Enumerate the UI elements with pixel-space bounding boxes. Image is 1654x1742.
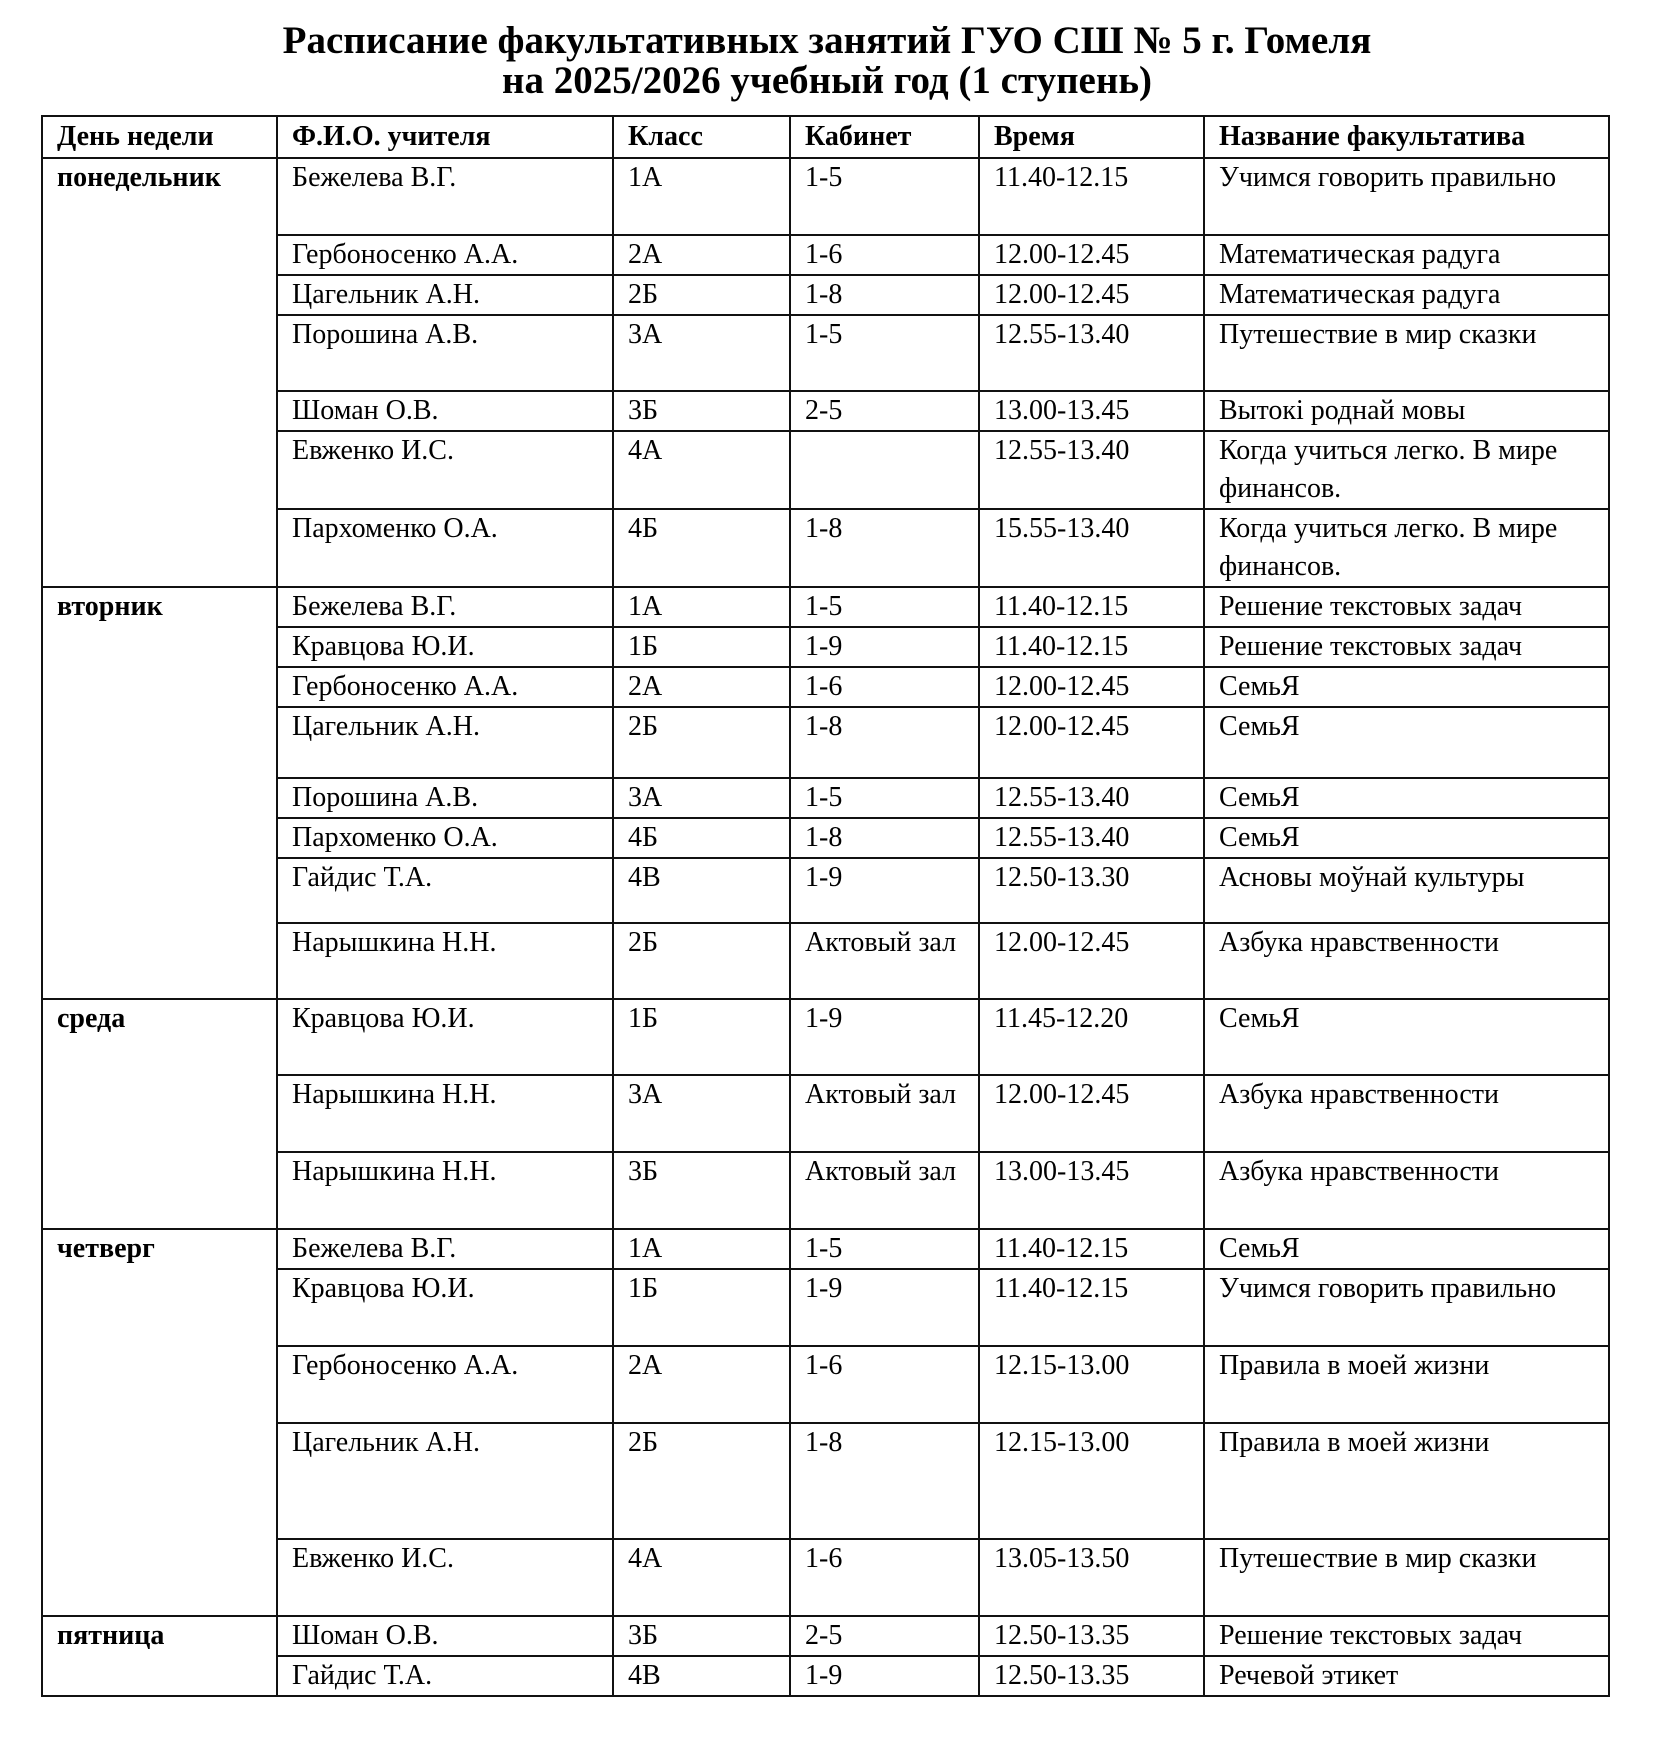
room-cell: 1-5 bbox=[790, 587, 979, 627]
day-cell: четверг bbox=[42, 1229, 277, 1616]
teacher-cell: Гайдис Т.А. bbox=[277, 1656, 613, 1696]
table-row bbox=[42, 627, 1609, 667]
course-cell: СемьЯ bbox=[1204, 1229, 1609, 1269]
table-row bbox=[42, 158, 1609, 235]
time-cell: 11.40-12.15 bbox=[979, 1229, 1204, 1269]
course-cell: СемьЯ bbox=[1204, 707, 1609, 778]
class-cell: 2А bbox=[613, 235, 790, 275]
room-cell: 1-8 bbox=[790, 707, 979, 778]
header-day: День недели bbox=[42, 116, 277, 158]
room-cell bbox=[790, 431, 979, 509]
room-cell: 1-5 bbox=[790, 315, 979, 391]
day-cell: понедельник bbox=[42, 158, 277, 587]
class-cell: 4В bbox=[613, 1656, 790, 1696]
teacher-cell: Кравцова Ю.И. bbox=[277, 627, 613, 667]
teacher-cell: Гайдис Т.А. bbox=[277, 858, 613, 923]
time-cell: 12.50-13.35 bbox=[979, 1656, 1204, 1696]
table-row bbox=[42, 1539, 1609, 1616]
time-cell: 12.00-12.45 bbox=[979, 275, 1204, 315]
table-row bbox=[42, 1229, 1609, 1269]
course-cell: Речевой этикет bbox=[1204, 1656, 1609, 1696]
table-row bbox=[42, 1152, 1609, 1229]
teacher-cell: Пархоменко О.А. bbox=[277, 509, 613, 587]
teacher-cell: Гербоносенко А.А. bbox=[277, 667, 613, 707]
table-row bbox=[42, 587, 1609, 627]
class-cell: 4Б bbox=[613, 818, 790, 858]
time-cell: 11.40-12.15 bbox=[979, 1269, 1204, 1346]
teacher-cell: Шоман О.В. bbox=[277, 391, 613, 431]
class-cell: 1Б bbox=[613, 999, 790, 1075]
room-cell: 1-8 bbox=[790, 509, 979, 587]
teacher-cell: Шоман О.В. bbox=[277, 1616, 613, 1656]
course-cell: Правила в моей жизни bbox=[1204, 1346, 1609, 1423]
teacher-cell: Кравцова Ю.И. bbox=[277, 1269, 613, 1346]
room-cell: 1-6 bbox=[790, 1539, 979, 1616]
course-cell: Азбука нравственности bbox=[1204, 1152, 1609, 1229]
course-cell: Решение текстовых задач bbox=[1204, 627, 1609, 667]
time-cell: 13.00-13.45 bbox=[979, 1152, 1204, 1229]
class-cell: 3А bbox=[613, 1075, 790, 1152]
teacher-cell: Гербоносенко А.А. bbox=[277, 235, 613, 275]
teacher-cell: Пархоменко О.А. bbox=[277, 818, 613, 858]
table-row bbox=[42, 707, 1609, 778]
class-cell: 1А bbox=[613, 587, 790, 627]
course-cell: Математическая радуга bbox=[1204, 235, 1609, 275]
course-cell: Когда учиться легко. В мире финансов. bbox=[1204, 431, 1609, 509]
course-cell: Решение текстовых задач bbox=[1204, 587, 1609, 627]
class-cell: 1Б bbox=[613, 1269, 790, 1346]
day-cell: вторник bbox=[42, 587, 277, 999]
course-cell: Когда учиться легко. В мире финансов. bbox=[1204, 509, 1609, 587]
day-cell: среда bbox=[42, 999, 277, 1229]
room-cell: 1-5 bbox=[790, 1229, 979, 1269]
room-cell: 1-6 bbox=[790, 667, 979, 707]
course-cell: Путешествие в мир сказки bbox=[1204, 1539, 1609, 1616]
time-cell: 13.00-13.45 bbox=[979, 391, 1204, 431]
time-cell: 12.00-12.45 bbox=[979, 707, 1204, 778]
time-cell: 15.55-13.40 bbox=[979, 509, 1204, 587]
course-cell: СемьЯ bbox=[1204, 818, 1609, 858]
room-cell: Актовый зал bbox=[790, 923, 979, 999]
teacher-cell: Кравцова Ю.И. bbox=[277, 999, 613, 1075]
class-cell: 4Б bbox=[613, 509, 790, 587]
time-cell: 12.55-13.40 bbox=[979, 778, 1204, 818]
time-cell: 12.00-12.45 bbox=[979, 1075, 1204, 1152]
table-row bbox=[42, 1269, 1609, 1346]
time-cell: 11.40-12.15 bbox=[979, 158, 1204, 235]
table-row bbox=[42, 235, 1609, 275]
title-line-1: Расписание факультативных занятий ГУО СШ № 5 г. Гомеля bbox=[282, 19, 1372, 62]
course-cell: Азбука нравственности bbox=[1204, 1075, 1609, 1152]
room-cell: 1-9 bbox=[790, 999, 979, 1075]
table-row bbox=[42, 1656, 1609, 1696]
time-cell: 11.40-12.15 bbox=[979, 627, 1204, 667]
class-cell: 1Б bbox=[613, 627, 790, 667]
table-row bbox=[42, 818, 1609, 858]
course-cell: Учимся говорить правильно bbox=[1204, 158, 1609, 235]
table-row bbox=[42, 1075, 1609, 1152]
room-cell: 1-9 bbox=[790, 627, 979, 667]
class-cell: 2Б bbox=[613, 1423, 790, 1539]
room-cell: 2-5 bbox=[790, 391, 979, 431]
course-cell: Правила в моей жизни bbox=[1204, 1423, 1609, 1539]
room-cell: Актовый зал bbox=[790, 1152, 979, 1229]
room-cell: 1-5 bbox=[790, 778, 979, 818]
time-cell: 12.50-13.35 bbox=[979, 1616, 1204, 1656]
time-cell: 12.55-13.40 bbox=[979, 315, 1204, 391]
course-cell: Вытокі роднай мовы bbox=[1204, 391, 1609, 431]
table-row bbox=[42, 275, 1609, 315]
class-cell: 3Б bbox=[613, 391, 790, 431]
class-cell: 4В bbox=[613, 858, 790, 923]
course-cell: Азбука нравственности bbox=[1204, 923, 1609, 999]
class-cell: 1А bbox=[613, 158, 790, 235]
class-cell: 2Б bbox=[613, 275, 790, 315]
teacher-cell: Евженко И.С. bbox=[277, 1539, 613, 1616]
header-teacher: Ф.И.О. учителя bbox=[277, 116, 613, 158]
time-cell: 12.15-13.00 bbox=[979, 1346, 1204, 1423]
room-cell: 2-5 bbox=[790, 1616, 979, 1656]
table-row bbox=[42, 391, 1609, 431]
time-cell: 12.00-12.45 bbox=[979, 667, 1204, 707]
table-row bbox=[42, 509, 1609, 587]
time-cell: 11.40-12.15 bbox=[979, 587, 1204, 627]
course-cell: Математическая радуга bbox=[1204, 275, 1609, 315]
teacher-cell: Нарышкина Н.Н. bbox=[277, 1152, 613, 1229]
teacher-cell: Цагельник А.Н. bbox=[277, 275, 613, 315]
teacher-cell: Порошина А.В. bbox=[277, 778, 613, 818]
teacher-cell: Порошина А.В. bbox=[277, 315, 613, 391]
course-cell: СемьЯ bbox=[1204, 667, 1609, 707]
schedule-body bbox=[42, 158, 1609, 1696]
time-cell: 12.00-12.45 bbox=[979, 235, 1204, 275]
teacher-cell: Бежелева В.Г. bbox=[277, 587, 613, 627]
teacher-cell: Евженко И.С. bbox=[277, 431, 613, 509]
table-row bbox=[42, 1423, 1609, 1539]
room-cell: 1-5 bbox=[790, 158, 979, 235]
class-cell: 2А bbox=[613, 1346, 790, 1423]
time-cell: 12.15-13.00 bbox=[979, 1423, 1204, 1539]
class-cell: 4А bbox=[613, 1539, 790, 1616]
document-title bbox=[0, 21, 1654, 101]
header-course: Название факультатива bbox=[1204, 116, 1609, 158]
course-cell: СемьЯ bbox=[1204, 999, 1609, 1075]
header-class: Класс bbox=[613, 116, 790, 158]
header-row bbox=[42, 116, 1609, 158]
course-cell: Асновы моўнай культуры bbox=[1204, 858, 1609, 923]
teacher-cell: Цагельник А.Н. bbox=[277, 1423, 613, 1539]
room-cell: 1-6 bbox=[790, 235, 979, 275]
course-cell: СемьЯ bbox=[1204, 778, 1609, 818]
class-cell: 3А bbox=[613, 778, 790, 818]
class-cell: 2Б bbox=[613, 923, 790, 999]
class-cell: 2А bbox=[613, 667, 790, 707]
room-cell: 1-9 bbox=[790, 858, 979, 923]
table-row bbox=[42, 1616, 1609, 1656]
time-cell: 12.00-12.45 bbox=[979, 923, 1204, 999]
class-cell: 3Б bbox=[613, 1616, 790, 1656]
teacher-cell: Бежелева В.Г. bbox=[277, 158, 613, 235]
course-cell: Путешествие в мир сказки bbox=[1204, 315, 1609, 391]
table-row bbox=[42, 431, 1609, 509]
header-time: Время bbox=[979, 116, 1204, 158]
table-row bbox=[42, 667, 1609, 707]
table-row bbox=[42, 923, 1609, 999]
teacher-cell: Бежелева В.Г. bbox=[277, 1229, 613, 1269]
course-cell: Учимся говорить правильно bbox=[1204, 1269, 1609, 1346]
room-cell: 1-8 bbox=[790, 1423, 979, 1539]
time-cell: 12.50-13.30 bbox=[979, 858, 1204, 923]
time-cell: 11.45-12.20 bbox=[979, 999, 1204, 1075]
room-cell: 1-8 bbox=[790, 275, 979, 315]
table-row bbox=[42, 858, 1609, 923]
class-cell: 4А bbox=[613, 431, 790, 509]
teacher-cell: Нарышкина Н.Н. bbox=[277, 1075, 613, 1152]
header-room: Кабинет bbox=[790, 116, 979, 158]
room-cell: 1-9 bbox=[790, 1269, 979, 1346]
teacher-cell: Нарышкина Н.Н. bbox=[277, 923, 613, 999]
room-cell: 1-8 bbox=[790, 818, 979, 858]
table-row bbox=[42, 778, 1609, 818]
table-row bbox=[42, 315, 1609, 391]
teacher-cell: Гербоносенко А.А. bbox=[277, 1346, 613, 1423]
day-cell: пятница bbox=[42, 1616, 277, 1696]
time-cell: 12.55-13.40 bbox=[979, 818, 1204, 858]
room-cell: 1-6 bbox=[790, 1346, 979, 1423]
class-cell: 1А bbox=[613, 1229, 790, 1269]
class-cell: 3Б bbox=[613, 1152, 790, 1229]
table-row bbox=[42, 1346, 1609, 1423]
course-cell: Решение текстовых задач bbox=[1204, 1616, 1609, 1656]
table-row bbox=[42, 999, 1609, 1075]
schedule-table bbox=[41, 115, 1610, 1697]
class-cell: 3А bbox=[613, 315, 790, 391]
title-line-2: на 2025/2026 учебный год (1 ступень) bbox=[502, 59, 1152, 102]
room-cell: Актовый зал bbox=[790, 1075, 979, 1152]
teacher-cell: Цагельник А.Н. bbox=[277, 707, 613, 778]
time-cell: 13.05-13.50 bbox=[979, 1539, 1204, 1616]
class-cell: 2Б bbox=[613, 707, 790, 778]
time-cell: 12.55-13.40 bbox=[979, 431, 1204, 509]
room-cell: 1-9 bbox=[790, 1656, 979, 1696]
